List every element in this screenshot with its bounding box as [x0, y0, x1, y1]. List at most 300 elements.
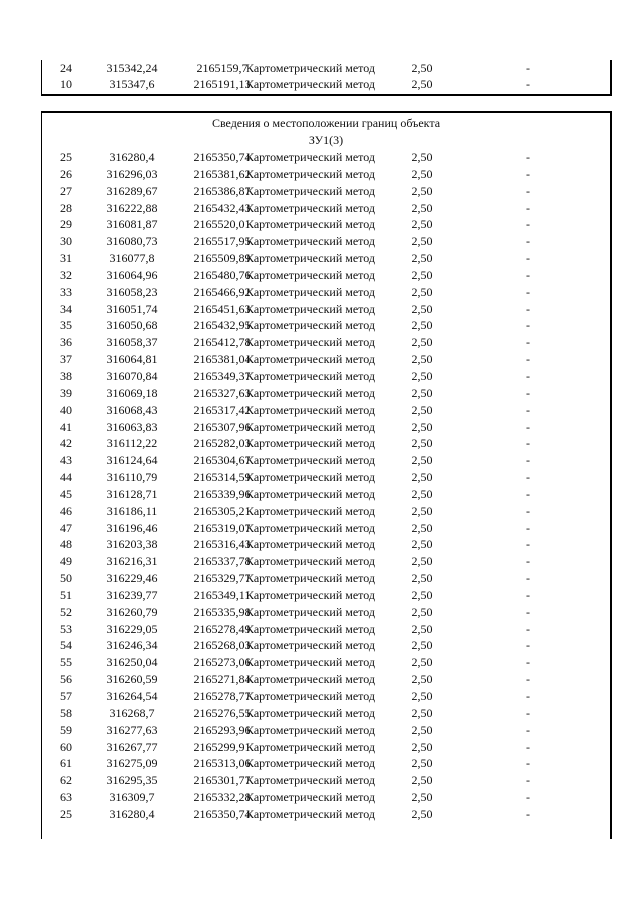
determination-method: Картометрический метод — [246, 402, 376, 417]
coordinate-y: 2165314,59 — [193, 470, 251, 485]
accuracy-value: 2,50 — [411, 520, 433, 535]
coordinate-y: 2165335,98 — [193, 604, 251, 619]
point-description: - — [526, 335, 530, 350]
point-description: - — [526, 77, 530, 91]
coordinate-x: 316186,11 — [106, 503, 158, 518]
point-number: 33 — [60, 284, 72, 299]
point-description: - — [526, 385, 530, 400]
coordinate-x: 316050,68 — [106, 318, 158, 333]
section-title: Сведения о местоположении границ объекта — [211, 116, 441, 130]
point-number: 46 — [60, 503, 72, 518]
table-row — [42, 621, 610, 638]
table-row — [42, 435, 610, 452]
point-description: - — [526, 402, 530, 417]
point-description: - — [526, 183, 530, 198]
table-row — [42, 587, 610, 604]
accuracy-value: 2,50 — [411, 705, 433, 720]
table-row — [42, 76, 610, 92]
point-number: 39 — [60, 385, 72, 400]
coordinate-x: 316110,79 — [106, 470, 158, 485]
point-description: - — [526, 352, 530, 367]
accuracy-value: 2,50 — [411, 217, 433, 232]
accuracy-value: 2,50 — [411, 402, 433, 417]
table-row — [42, 536, 610, 553]
point-number: 52 — [60, 604, 72, 619]
table-row — [42, 755, 610, 772]
determination-method: Картометрический метод — [246, 453, 376, 468]
point-description: - — [526, 436, 530, 451]
point-description: - — [526, 453, 530, 468]
coordinate-x: 316064,96 — [106, 267, 158, 282]
determination-method: Картометрический метод — [246, 284, 376, 299]
table-row — [42, 419, 610, 436]
coordinate-y: 2165381,62 — [193, 166, 251, 181]
accuracy-value: 2,50 — [411, 756, 433, 771]
parcel-label: ЗУ1(3) — [308, 133, 344, 147]
table-row — [42, 60, 610, 76]
point-number: 32 — [60, 267, 72, 282]
point-description: - — [526, 284, 530, 299]
accuracy-value: 2,50 — [411, 571, 433, 586]
coordinate-y: 2165305,21 — [193, 503, 251, 518]
coordinate-y: 2165432,43 — [193, 200, 251, 215]
table-row — [42, 402, 610, 419]
point-number: 55 — [60, 655, 72, 670]
previous-rows — [42, 60, 610, 92]
table-row — [42, 317, 610, 334]
coordinate-y: 2165412,78 — [193, 335, 251, 350]
accuracy-value: 2,50 — [411, 166, 433, 181]
determination-method: Картометрический метод — [246, 806, 376, 821]
coordinate-y: 2165319,07 — [193, 520, 251, 535]
coordinate-y: 2165159,7 — [196, 61, 248, 75]
table-row — [42, 486, 610, 503]
point-number: 48 — [60, 537, 72, 552]
determination-method: Картометрический метод — [246, 739, 376, 754]
point-number: 42 — [60, 436, 72, 451]
point-description: - — [526, 301, 530, 316]
coordinate-x: 315342,24 — [106, 61, 158, 75]
coordinate-y: 2165339,96 — [193, 486, 251, 501]
determination-method: Картометрический метод — [246, 436, 376, 451]
point-number: 28 — [60, 200, 72, 215]
point-number: 40 — [60, 402, 72, 417]
point-number: 27 — [60, 183, 72, 198]
coordinate-y: 2165299,91 — [193, 739, 251, 754]
table-row — [42, 705, 610, 722]
point-number: 59 — [60, 722, 72, 737]
coordinate-x: 316077,8 — [109, 251, 155, 266]
accuracy-value: 2,50 — [411, 621, 433, 636]
determination-method: Картометрический метод — [246, 183, 376, 198]
table-row — [42, 334, 610, 351]
point-number: 47 — [60, 520, 72, 535]
point-number: 44 — [60, 470, 72, 485]
coordinate-y: 2165350,74 — [193, 150, 251, 164]
accuracy-value: 2,50 — [411, 234, 433, 249]
table-row — [42, 351, 610, 368]
coordinate-x: 316196,46 — [106, 520, 158, 535]
point-number: 56 — [60, 672, 72, 687]
coordinate-y: 2165316,43 — [193, 537, 251, 552]
table-row — [42, 739, 610, 756]
coordinate-y: 2165317,42 — [193, 402, 251, 417]
coordinate-x: 316277,63 — [106, 722, 158, 737]
coordinate-y: 2165282,03 — [193, 436, 251, 451]
table-row — [42, 149, 610, 166]
coordinate-y: 2165432,95 — [193, 318, 251, 333]
table-row — [42, 789, 610, 806]
determination-method: Картометрический метод — [246, 419, 376, 434]
point-number: 37 — [60, 352, 72, 367]
accuracy-value: 2,50 — [411, 368, 433, 383]
coordinate-y: 2165329,77 — [193, 571, 251, 586]
point-number: 35 — [60, 318, 72, 333]
coordinate-x: 316267,77 — [106, 739, 158, 754]
determination-method: Картометрический метод — [246, 166, 376, 181]
determination-method: Картометрический метод — [246, 267, 376, 282]
point-number: 49 — [60, 554, 72, 569]
accuracy-value: 2,50 — [411, 537, 433, 552]
accuracy-value: 2,50 — [411, 722, 433, 737]
coordinate-x: 316124,64 — [106, 453, 158, 468]
accuracy-value: 2,50 — [411, 773, 433, 788]
determination-method: Картометрический метод — [246, 756, 376, 771]
coordinate-x: 316246,34 — [106, 638, 158, 653]
point-description: - — [526, 773, 530, 788]
point-description: - — [526, 554, 530, 569]
point-description: - — [526, 200, 530, 215]
accuracy-value: 2,50 — [411, 385, 433, 400]
table-row — [42, 553, 610, 570]
determination-method: Картометрический метод — [246, 217, 376, 232]
accuracy-value: 2,50 — [411, 61, 433, 75]
coordinate-x: 316289,67 — [106, 183, 158, 198]
accuracy-value: 2,50 — [411, 587, 433, 602]
coordinate-x: 316264,54 — [106, 689, 158, 703]
determination-method: Картометрический метод — [246, 352, 376, 367]
coordinate-x: 316081,87 — [106, 217, 158, 232]
table-row — [42, 166, 610, 183]
coordinate-y: 2165386,87 — [193, 183, 251, 198]
coordinate-x: 316216,31 — [106, 554, 158, 569]
accuracy-value: 2,50 — [411, 739, 433, 754]
point-description: - — [526, 251, 530, 266]
coordinate-x: 316128,71 — [106, 486, 158, 501]
determination-method: Картометрический метод — [246, 705, 376, 720]
table-row — [42, 216, 610, 233]
accuracy-value: 2,50 — [411, 672, 433, 687]
determination-method: Картометрический метод — [246, 638, 376, 653]
coordinate-y: 2165337,78 — [193, 554, 251, 569]
point-number: 53 — [60, 621, 72, 636]
determination-method: Картометрический метод — [246, 251, 376, 266]
determination-method: Картометрический метод — [246, 150, 376, 164]
accuracy-value: 2,50 — [411, 301, 433, 316]
coordinate-y: 2165301,77 — [193, 773, 251, 788]
point-description: - — [526, 368, 530, 383]
table-row — [42, 469, 610, 486]
determination-method: Картометрический метод — [246, 672, 376, 687]
coordinate-y: 2165509,89 — [193, 251, 251, 266]
accuracy-value: 2,50 — [411, 604, 433, 619]
point-description: - — [526, 470, 530, 485]
point-description: - — [526, 267, 530, 282]
coordinate-rows — [42, 149, 610, 823]
determination-method: Картометрический метод — [246, 520, 376, 535]
coordinate-x: 316229,46 — [106, 571, 158, 586]
coordinate-x: 316069,18 — [106, 385, 158, 400]
point-number: 45 — [60, 486, 72, 501]
point-number: 10 — [60, 77, 72, 91]
point-number: 25 — [60, 806, 72, 821]
accuracy-value: 2,50 — [411, 655, 433, 670]
accuracy-value: 2,50 — [411, 453, 433, 468]
determination-method: Картометрический метод — [246, 554, 376, 569]
accuracy-value: 2,50 — [411, 318, 433, 333]
table-row — [42, 806, 610, 823]
point-number: 25 — [60, 150, 72, 164]
table-row — [42, 503, 610, 520]
point-description: - — [526, 61, 530, 75]
table-row — [42, 772, 610, 789]
point-description: - — [526, 756, 530, 771]
accuracy-value: 2,50 — [411, 503, 433, 518]
point-number: 29 — [60, 217, 72, 232]
point-number: 50 — [60, 571, 72, 586]
determination-method: Картометрический метод — [246, 587, 376, 602]
accuracy-value: 2,50 — [411, 251, 433, 266]
coordinate-x: 315347,6 — [109, 77, 155, 91]
point-description: - — [526, 806, 530, 821]
point-number: 62 — [60, 773, 72, 788]
coordinate-y: 2165349,37 — [193, 368, 251, 383]
determination-method: Картометрический метод — [246, 537, 376, 552]
table-row — [42, 301, 610, 318]
determination-method: Картометрический метод — [246, 61, 376, 75]
coordinate-y: 2165327,63 — [193, 385, 251, 400]
table-row — [42, 385, 610, 402]
determination-method: Картометрический метод — [246, 77, 376, 91]
coordinate-x: 316058,23 — [106, 284, 158, 299]
accuracy-value: 2,50 — [411, 790, 433, 805]
point-number: 60 — [60, 739, 72, 754]
determination-method: Картометрический метод — [246, 655, 376, 670]
coordinate-x: 316239,77 — [106, 587, 158, 602]
previous-coordinates-table — [41, 60, 612, 96]
table-row — [42, 688, 610, 705]
accuracy-value: 2,50 — [411, 470, 433, 485]
coordinate-x: 316260,59 — [106, 672, 158, 687]
point-description: - — [526, 503, 530, 518]
coordinate-y: 2165191,13 — [193, 77, 251, 91]
determination-method: Картометрический метод — [246, 621, 376, 636]
coordinate-x: 316222,88 — [106, 200, 158, 215]
point-description: - — [526, 689, 530, 703]
coordinate-y: 2165381,04 — [193, 352, 251, 367]
table-row — [42, 200, 610, 217]
coordinate-x: 316275,09 — [106, 756, 158, 771]
determination-method: Картометрический метод — [246, 234, 376, 249]
determination-method: Картометрический метод — [246, 722, 376, 737]
coordinate-x: 316309,7 — [109, 790, 155, 805]
coordinate-x: 316064,81 — [106, 352, 158, 367]
accuracy-value: 2,50 — [411, 689, 433, 703]
coordinate-x: 316280,4 — [109, 806, 155, 821]
accuracy-value: 2,50 — [411, 150, 433, 164]
coordinate-x: 316112,22 — [106, 436, 158, 451]
point-number: 36 — [60, 335, 72, 350]
coordinate-y: 2165480,76 — [193, 267, 251, 282]
determination-method: Картометрический метод — [246, 790, 376, 805]
point-number: 51 — [60, 587, 72, 602]
table-row — [42, 570, 610, 587]
coordinate-x: 316268,7 — [109, 705, 155, 720]
coordinate-y: 2165307,96 — [193, 419, 251, 434]
coordinate-y: 2165313,06 — [193, 756, 251, 771]
table-row — [42, 722, 610, 739]
point-number: 31 — [60, 251, 72, 266]
determination-method: Картометрический метод — [246, 318, 376, 333]
coordinate-x: 316070,84 — [106, 368, 158, 383]
accuracy-value: 2,50 — [411, 806, 433, 821]
point-description: - — [526, 486, 530, 501]
coordinate-y: 2165349,11 — [193, 587, 251, 602]
table-row — [42, 250, 610, 267]
accuracy-value: 2,50 — [411, 436, 433, 451]
point-number: 58 — [60, 705, 72, 720]
table-row — [42, 520, 610, 537]
table-row — [42, 183, 610, 200]
table-row — [42, 233, 610, 250]
accuracy-value: 2,50 — [411, 267, 433, 282]
coordinate-x: 316063,83 — [106, 419, 158, 434]
point-number: 43 — [60, 453, 72, 468]
boundary-coordinates-table — [41, 111, 612, 839]
determination-method: Картометрический метод — [246, 571, 376, 586]
coordinate-x: 316280,4 — [109, 150, 155, 164]
point-number: 54 — [60, 638, 72, 653]
point-description: - — [526, 638, 530, 653]
coordinate-y: 2165520,01 — [193, 217, 251, 232]
determination-method: Картометрический метод — [246, 773, 376, 788]
point-description: - — [526, 234, 530, 249]
accuracy-value: 2,50 — [411, 200, 433, 215]
point-description: - — [526, 571, 530, 586]
determination-method: Картометрический метод — [246, 368, 376, 383]
table-row — [42, 637, 610, 654]
coordinate-x: 316051,74 — [106, 301, 158, 316]
coordinate-y: 2165451,63 — [193, 301, 251, 316]
point-description: - — [526, 722, 530, 737]
point-description: - — [526, 520, 530, 535]
point-number: 26 — [60, 166, 72, 181]
coordinate-x: 316296,03 — [106, 166, 158, 181]
point-description: - — [526, 672, 530, 687]
coordinate-y: 2165276,55 — [193, 705, 251, 720]
coordinate-y: 2165278,49 — [193, 621, 251, 636]
coordinate-x: 316250,04 — [106, 655, 158, 670]
determination-method: Картометрический метод — [246, 470, 376, 485]
coordinate-y: 2165271,84 — [193, 672, 251, 687]
coordinate-x: 316260,79 — [106, 604, 158, 619]
point-number: 38 — [60, 368, 72, 383]
point-description: - — [526, 217, 530, 232]
point-number: 24 — [60, 61, 72, 75]
determination-method: Картометрический метод — [246, 335, 376, 350]
accuracy-value: 2,50 — [411, 486, 433, 501]
coordinate-y: 2165350,74 — [193, 806, 251, 821]
point-number: 41 — [60, 419, 72, 434]
point-description: - — [526, 318, 530, 333]
accuracy-value: 2,50 — [411, 638, 433, 653]
coordinate-y: 2165332,28 — [193, 790, 251, 805]
coordinate-y: 2165517,95 — [193, 234, 251, 249]
accuracy-value: 2,50 — [411, 554, 433, 569]
accuracy-value: 2,50 — [411, 335, 433, 350]
point-description: - — [526, 587, 530, 602]
accuracy-value: 2,50 — [411, 77, 433, 91]
accuracy-value: 2,50 — [411, 419, 433, 434]
coordinate-y: 2165278,77 — [193, 689, 251, 703]
point-description: - — [526, 419, 530, 434]
coordinate-x: 316203,38 — [106, 537, 158, 552]
determination-method: Картометрический метод — [246, 503, 376, 518]
point-description: - — [526, 604, 530, 619]
coordinate-x: 316058,37 — [106, 335, 158, 350]
coordinate-x: 316080,73 — [106, 234, 158, 249]
point-description: - — [526, 150, 530, 164]
table-row — [42, 671, 610, 688]
determination-method: Картометрический метод — [246, 200, 376, 215]
coordinate-y: 2165304,67 — [193, 453, 251, 468]
point-number: 57 — [60, 689, 72, 703]
coordinate-x: 316229,05 — [106, 621, 158, 636]
determination-method: Картометрический метод — [246, 385, 376, 400]
point-number: 34 — [60, 301, 72, 316]
determination-method: Картометрический метод — [246, 301, 376, 316]
table-row — [42, 604, 610, 621]
accuracy-value: 2,50 — [411, 352, 433, 367]
coordinate-y: 2165466,92 — [193, 284, 251, 299]
coordinate-y: 2165273,06 — [193, 655, 251, 670]
accuracy-value: 2,50 — [411, 284, 433, 299]
point-description: - — [526, 739, 530, 754]
coordinate-y: 2165293,96 — [193, 722, 251, 737]
determination-method: Картометрический метод — [246, 604, 376, 619]
accuracy-value: 2,50 — [411, 183, 433, 198]
point-description: - — [526, 166, 530, 181]
determination-method: Картометрический метод — [246, 689, 376, 703]
point-description: - — [526, 537, 530, 552]
coordinate-y: 2165268,03 — [193, 638, 251, 653]
table-row — [42, 368, 610, 385]
point-description: - — [526, 655, 530, 670]
point-description: - — [526, 705, 530, 720]
point-number: 61 — [60, 756, 72, 771]
determination-method: Картометрический метод — [246, 486, 376, 501]
coordinate-x: 316068,43 — [106, 402, 158, 417]
table-row — [42, 267, 610, 284]
table-row — [42, 284, 610, 301]
table-row — [42, 654, 610, 671]
point-number: 63 — [60, 790, 72, 805]
table-row — [42, 452, 610, 469]
point-description: - — [526, 790, 530, 805]
point-number: 30 — [60, 234, 72, 249]
point-description: - — [526, 621, 530, 636]
coordinate-x: 316295,35 — [106, 773, 158, 788]
